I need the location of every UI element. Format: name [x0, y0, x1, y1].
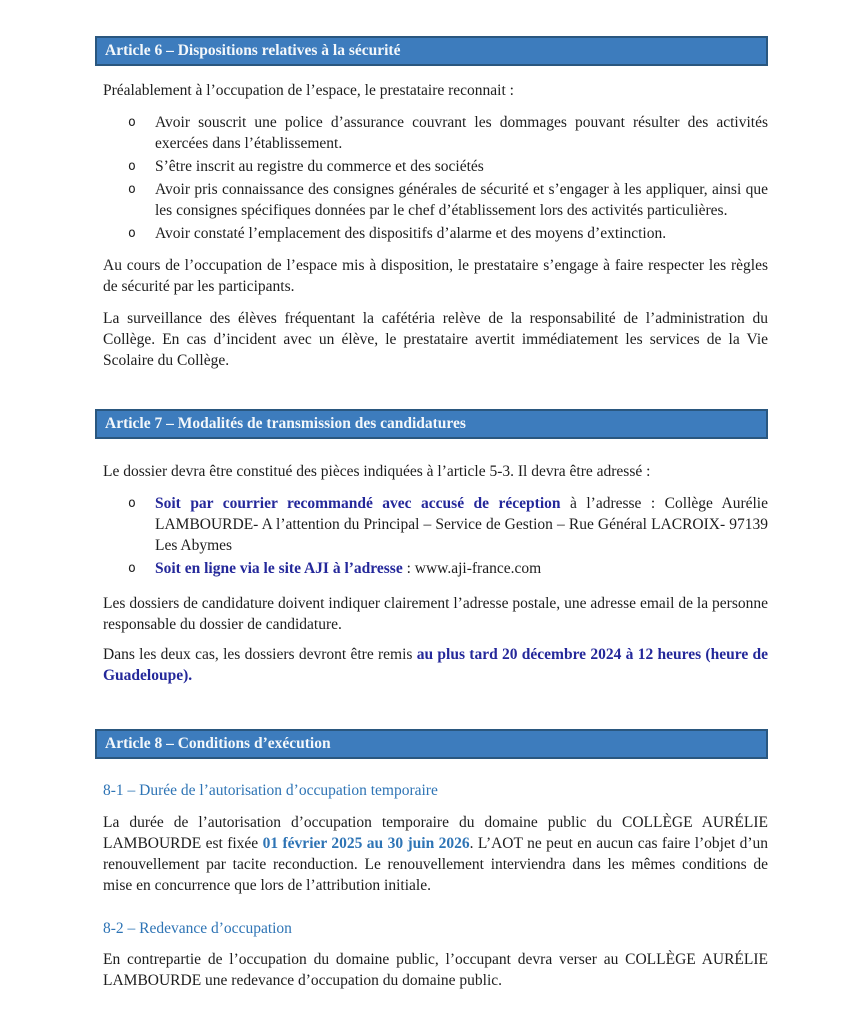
list-item — [103, 558, 768, 579]
list-item — [103, 223, 768, 244]
article-7-header-bar: Article 7 – Modalités de transmission des candidatures — [95, 409, 768, 439]
article-7-paragraph-address: Les dossiers de candidature doivent indiquer clairement l’adresse postale, une adresse email de la personne responsable du dossier de candidature. — [103, 595, 768, 633]
article-7-body — [103, 461, 768, 686]
article-6-header-bar: Article 6 – Dispositions relatives à la sécurité — [95, 36, 768, 66]
duration-text-before: La durée de l’autorisation d’occupation temporaire du domaine public du COLLÈGE AURÉLIE LAMBOURDE est fixée — [103, 814, 768, 852]
article-8-paragraph-fee: En contrepartie de l’occupation du domaine public, l’occupant devra verser au COLLÈGE AURÉLIE LAMBOURDE une redevance d’occupation du domaine public. — [103, 951, 768, 989]
duration-dates-highlight: 01 février 2025 au 30 juin 2026 — [262, 835, 470, 852]
article-6-section — [95, 36, 768, 371]
list-item — [103, 179, 768, 221]
bullet-marker: o — [128, 226, 136, 241]
bullet-marker: o — [128, 182, 136, 197]
bullet-text — [155, 493, 768, 556]
bullet-marker: o — [128, 496, 136, 511]
online-option-highlight: Soit en ligne via le site AJI à l’adresse — [155, 560, 403, 577]
subheading-8-2-fee: 8-2 – Redevance d’occupation — [103, 920, 292, 937]
bullet-text: Avoir pris connaissance des consignes générales de sécurité et s’engager à les appliquer, ainsi que les consignes spécifiques données par le chef d’établissement lors des activités particulières. — [155, 181, 768, 219]
list-item — [103, 112, 768, 154]
bullet-marker: o — [128, 159, 136, 174]
bullet-marker: o — [128, 115, 136, 130]
article-6-paragraph-surveillance: La surveillance des élèves fréquentant la cafétéria relève de la responsabilité de l’administration du Collège. En cas d’incident avec un élève, le prestataire avertit immédiatement les services de la Vie Scolaire du Collège. — [103, 310, 768, 369]
online-option-url: : www.aji-france.com — [402, 560, 542, 577]
article-8-section — [95, 729, 768, 991]
article-6-bullet-list — [103, 112, 768, 244]
bullet-text: S’être inscrit au registre du commerce et des sociétés — [155, 158, 484, 175]
list-item — [103, 156, 768, 177]
article-6-body — [103, 80, 768, 371]
subheading-8-1-duration: 8-1 – Durée de l’autorisation d’occupation temporaire — [103, 782, 438, 799]
article-7-paragraph-deadline — [103, 644, 768, 686]
article-8-body — [103, 780, 768, 991]
courier-option-address: à l’adresse : Collège Aurélie LAMBOURDE- A l’attention du Principal – Service de Gestion – Rue Général LACROIX- 97139 Les Abymes — [155, 495, 768, 554]
bullet-marker: o — [128, 561, 136, 576]
deadline-prefix: Dans les deux cas, les dossiers devront être remis — [103, 646, 417, 663]
article-7-intro-paragraph: Le dossier devra être constitué des pièces indiquées à l’article 5-3. Il devra être adressé : — [103, 463, 651, 480]
article-7-bullet-list — [103, 493, 768, 579]
duration-text-after: . L’AOT ne peut en aucun cas faire l’objet d’un renouvellement par tacite reconduction. Le renouvellement interviendra dans les mêmes conditions de mise en concurrence que lors de l’attribution initiale. — [103, 835, 768, 894]
article-8-header-bar: Article 8 – Conditions d’exécution — [95, 729, 768, 759]
article-8-paragraph-duration — [103, 812, 768, 896]
list-item — [103, 493, 768, 556]
article-6-intro-paragraph: Préalablement à l’occupation de l’espace, le prestataire reconnait : — [103, 82, 514, 99]
deadline-highlight: au plus tard 20 décembre 2024 à 12 heures (heure de Guadeloupe). — [103, 646, 768, 684]
courier-option-highlight: Soit par courrier recommandé avec accusé de réception — [155, 495, 561, 512]
bullet-text: Avoir constaté l’emplacement des dispositifs d’alarme et des moyens d’extinction. — [155, 225, 667, 242]
article-6-paragraph-security: Au cours de l’occupation de l’espace mis à disposition, le prestataire s’engage à faire respecter les règles de sécurité par les participants. — [103, 257, 768, 295]
article-7-section — [95, 409, 768, 686]
bullet-text — [155, 558, 768, 579]
bullet-text: Avoir souscrit une police d’assurance couvrant les dommages pouvant résulter des activités exercées dans l’établissement. — [155, 114, 768, 152]
